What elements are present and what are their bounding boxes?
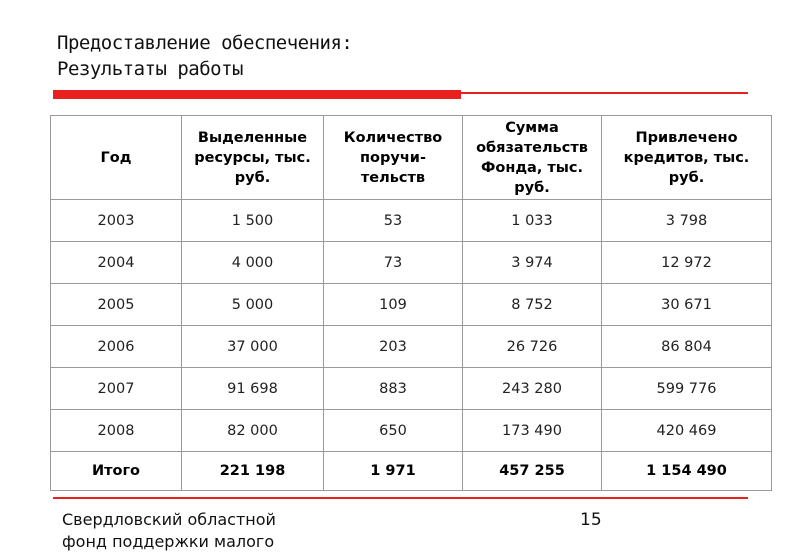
- table-row: [51, 200, 772, 242]
- cell-credits: 12 972: [602, 242, 772, 284]
- cell-obligations: 8 752: [463, 284, 602, 326]
- cell-allocated: 82 000: [182, 410, 324, 452]
- page-number: 15: [580, 510, 602, 530]
- cell-obligations: 26 726: [463, 326, 602, 368]
- cell-count: 883: [324, 368, 463, 410]
- header-allocated-resources: Выделенные ресурсы, тыс. руб.: [182, 116, 324, 200]
- table-row: [51, 368, 772, 410]
- total-count: 1 971: [324, 452, 463, 491]
- cell-count: 53: [324, 200, 463, 242]
- table-row: [51, 242, 772, 284]
- cell-credits: 30 671: [602, 284, 772, 326]
- cell-count: 73: [324, 242, 463, 284]
- total-label: Итого: [51, 452, 182, 491]
- table-header-row: [51, 116, 772, 200]
- footer-org-line-2: фонд поддержки малого: [62, 532, 275, 551]
- results-table: [50, 115, 772, 491]
- total-credits: 1 154 490: [602, 452, 772, 491]
- cell-allocated: 5 000: [182, 284, 324, 326]
- total-obligations: 457 255: [463, 452, 602, 491]
- cell-allocated: 4 000: [182, 242, 324, 284]
- header-attracted-credits: Привлечено кредитов, тыс. руб.: [602, 116, 772, 200]
- slide-title: [57, 30, 352, 82]
- cell-year: 2007: [51, 368, 182, 410]
- cell-year: 2005: [51, 284, 182, 326]
- table-row: [51, 284, 772, 326]
- cell-allocated: 1 500: [182, 200, 324, 242]
- total-allocated: 221 198: [182, 452, 324, 491]
- cell-year: 2004: [51, 242, 182, 284]
- cell-obligations: 1 033: [463, 200, 602, 242]
- cell-credits: 86 804: [602, 326, 772, 368]
- header-accent-bar: [53, 90, 461, 99]
- cell-credits: 420 469: [602, 410, 772, 452]
- cell-count: 203: [324, 326, 463, 368]
- table-row: [51, 326, 772, 368]
- table-total-row: [51, 452, 772, 491]
- cell-year: 2006: [51, 326, 182, 368]
- cell-year: 2003: [51, 200, 182, 242]
- cell-obligations: 243 280: [463, 368, 602, 410]
- header-fund-obligations: Сумма обязательств Фонда, тыс. руб.: [463, 116, 602, 200]
- cell-credits: 599 776: [602, 368, 772, 410]
- footer-divider-line: [53, 497, 748, 499]
- footer-org-line-1: Свердловский областной: [62, 510, 276, 529]
- cell-allocated: 91 698: [182, 368, 324, 410]
- title-line-1: Предоставление обеспечения:: [57, 32, 353, 54]
- title-line-2: Результаты работы: [57, 58, 243, 80]
- header-year: Год: [51, 116, 182, 200]
- cell-allocated: 37 000: [182, 326, 324, 368]
- table-row: [51, 410, 772, 452]
- cell-obligations: 173 490: [463, 410, 602, 452]
- header-guarantee-count: Количество поручи-тельств: [324, 116, 463, 200]
- cell-count: 650: [324, 410, 463, 452]
- cell-credits: 3 798: [602, 200, 772, 242]
- cell-obligations: 3 974: [463, 242, 602, 284]
- cell-year: 2008: [51, 410, 182, 452]
- cell-count: 109: [324, 284, 463, 326]
- footer-organization: [62, 509, 276, 553]
